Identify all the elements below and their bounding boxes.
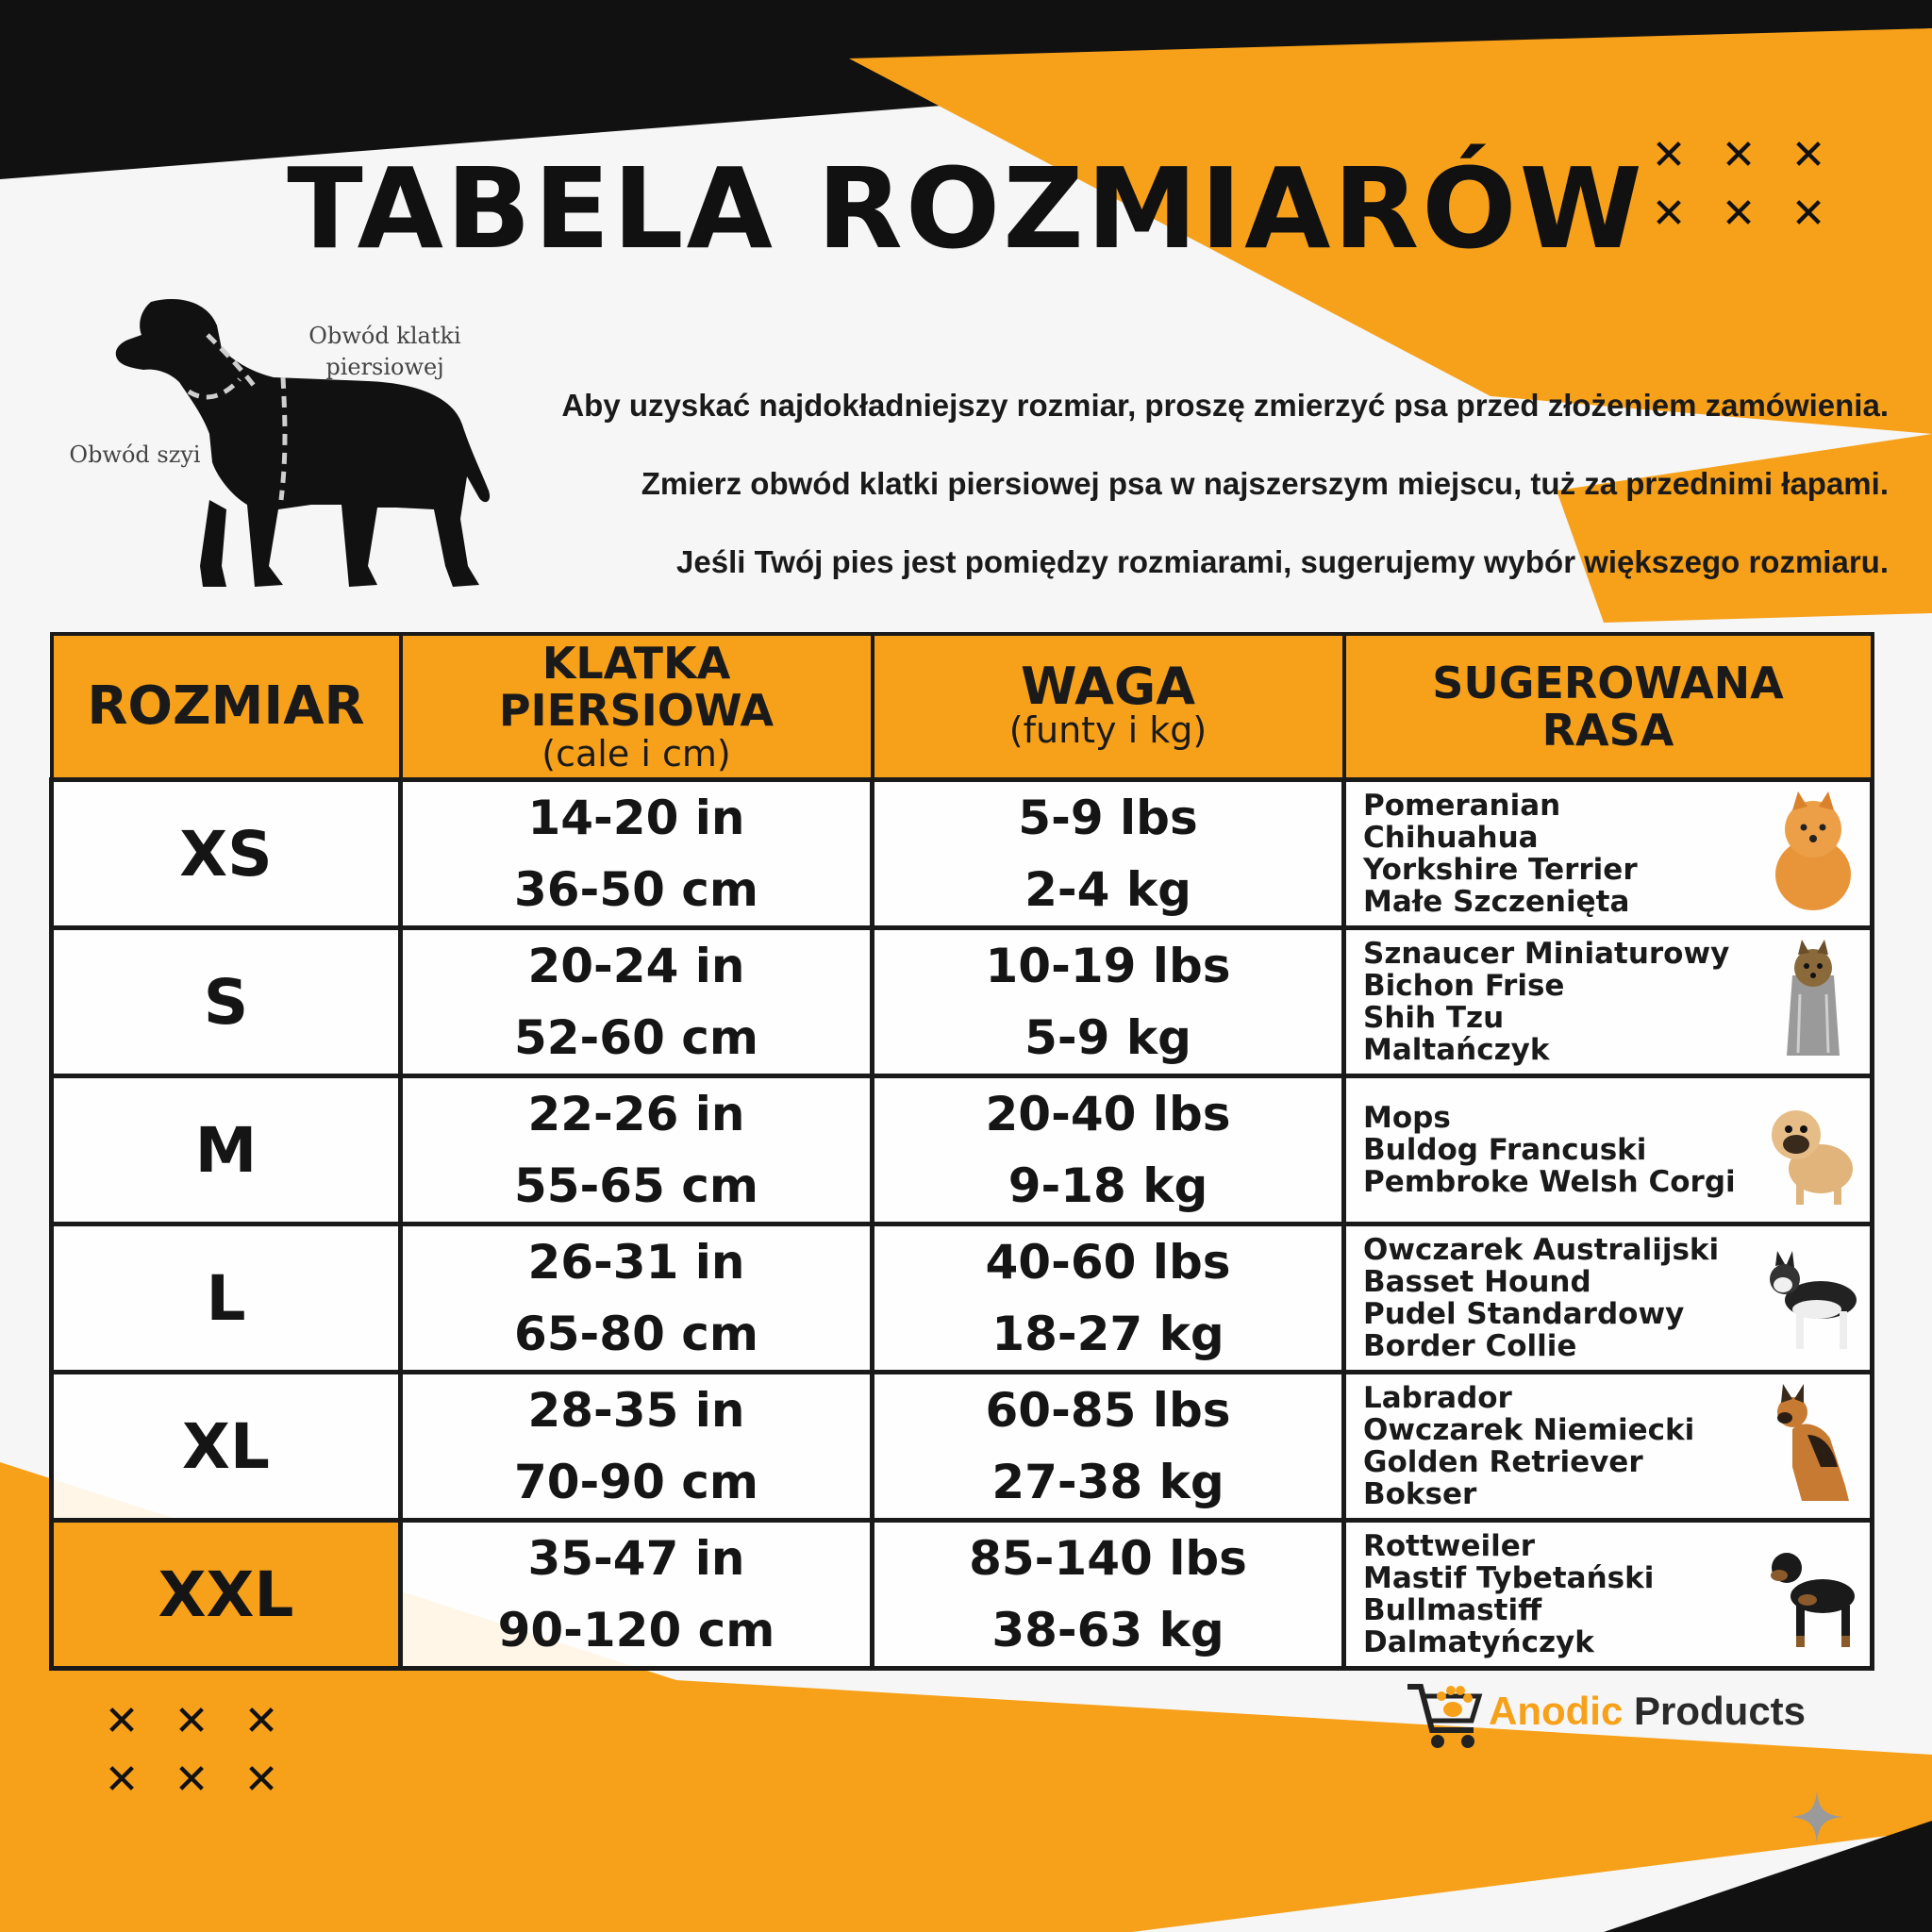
weight-cell: 20-40 lbs 9-18 kg [873,1076,1344,1224]
instruction-line-1: Aby uzyskać najdokładniejszy rozmiar, proszę zmierzyć psa przed złożeniem zamówienia. [561,388,1889,423]
table-row [52,1521,1873,1669]
x-mark-icon: ✕ [1651,190,1687,238]
shopping-cart-paw-icon [1404,1672,1485,1757]
size-cell: XS [52,780,401,928]
size-chart-table [49,632,1874,1671]
yorkshire-dog-icon [1764,938,1862,1060]
instruction-line-3: Jeśli Twój pies jest pomiędzy rozmiarami, sugerujemy wybór większego rozmiaru. [676,544,1889,579]
x-mark-icon: ✕ [174,1756,209,1804]
chest-cell: 26-31 in 65-80 cm [401,1224,873,1373]
chest-cell: 22-26 in 55-65 cm [401,1076,873,1224]
brand-logo [1404,1672,1838,1757]
pug-dog-icon [1764,1086,1862,1208]
weight-cell: 40-60 lbs 18-27 kg [873,1224,1344,1373]
breed-cell [1344,1224,1873,1373]
breed-list: Mops Buldog Francuski Pembroke Welsh Corgi [1363,1101,1736,1199]
breed-list: Owczarek Australijski Basset Hound Pudel Standardowy Border Collie [1363,1233,1720,1363]
x-mark-icon: ✕ [243,1756,279,1804]
chest-cell: 28-35 in 70-90 cm [401,1373,873,1521]
x-mark-icon: ✕ [1790,190,1826,238]
breed-cell [1344,928,1873,1076]
x-mark-icon: ✕ [1790,131,1826,179]
size-cell: XL [52,1373,401,1521]
rottweiler-dog-icon [1764,1530,1862,1653]
table-row [52,928,1873,1076]
decorative-x-marks-top [1634,126,1843,243]
chest-cell: 20-24 in 52-60 cm [401,928,873,1076]
x-mark-icon: ✕ [174,1697,209,1745]
x-mark-icon: ✕ [243,1697,279,1745]
table-row [52,1076,1873,1224]
breed-list: Sznaucer Miniaturowy Bichon Frise Shih Tzu Maltańczyk [1363,937,1730,1067]
measurement-instructions [417,385,1889,620]
table-row [52,780,1873,928]
decorative-x-marks-bottom [87,1692,296,1809]
breed-cell [1344,1076,1873,1224]
sparkle-icon [1789,1789,1845,1845]
breed-list: Pomeranian Chihuahua Yorkshire Terrier Małe Szczenięta [1363,789,1638,919]
neck-measurement-label: Obwód szyi [69,441,201,468]
size-cell: XXL [52,1521,401,1669]
breed-cell [1344,1521,1873,1669]
instruction-line-2: Zmierz obwód klatki piersiowej psa w najszerszym miejscu, tuż za przednimi łapami. [641,466,1889,501]
x-mark-icon: ✕ [104,1756,140,1804]
size-cell: M [52,1076,401,1224]
weight-cell: 60-85 lbs 27-38 kg [873,1373,1344,1521]
table-row [52,1373,1873,1521]
x-mark-icon: ✕ [1721,190,1757,238]
breed-list: Rottweiler Mastif Tybetański Bullmastiff Dalmatyńczyk [1363,1529,1655,1659]
header-breed: SUGEROWANA RASA [1344,634,1873,780]
husky-dog-icon [1764,1234,1862,1357]
breed-list: Labrador Owczarek Niemiecki Golden Retriever Bokser [1363,1381,1695,1511]
table-row [52,1224,1873,1373]
x-mark-icon: ✕ [1651,131,1687,179]
page-title: TABELA ROZMIARÓW [287,143,1645,274]
x-mark-icon: ✕ [104,1697,140,1745]
header-chest: KLATKA PIERSIOWA (cale i cm) [401,634,873,780]
german-shepherd-icon [1764,1382,1862,1505]
table-header-row [52,634,1873,780]
chest-cell: 14-20 in 36-50 cm [401,780,873,928]
chest-cell: 35-47 in 90-120 cm [401,1521,873,1669]
size-cell: L [52,1224,401,1373]
breed-cell [1344,1373,1873,1521]
size-cell: S [52,928,401,1076]
weight-cell: 10-19 lbs 5-9 kg [873,928,1344,1076]
header-size: ROZMIAR [52,634,401,780]
weight-cell: 5-9 lbs 2-4 kg [873,780,1344,928]
pomeranian-dog-icon [1764,790,1862,912]
chest-measurement-label: Obwód klatki piersiowej [308,323,461,380]
brand-name: Anodic Products [1489,1689,1807,1733]
weight-cell: 85-140 lbs 38-63 kg [873,1521,1344,1669]
header-weight: WAGA (funty i kg) [873,634,1344,780]
x-mark-icon: ✕ [1721,131,1757,179]
breed-cell [1344,780,1873,928]
